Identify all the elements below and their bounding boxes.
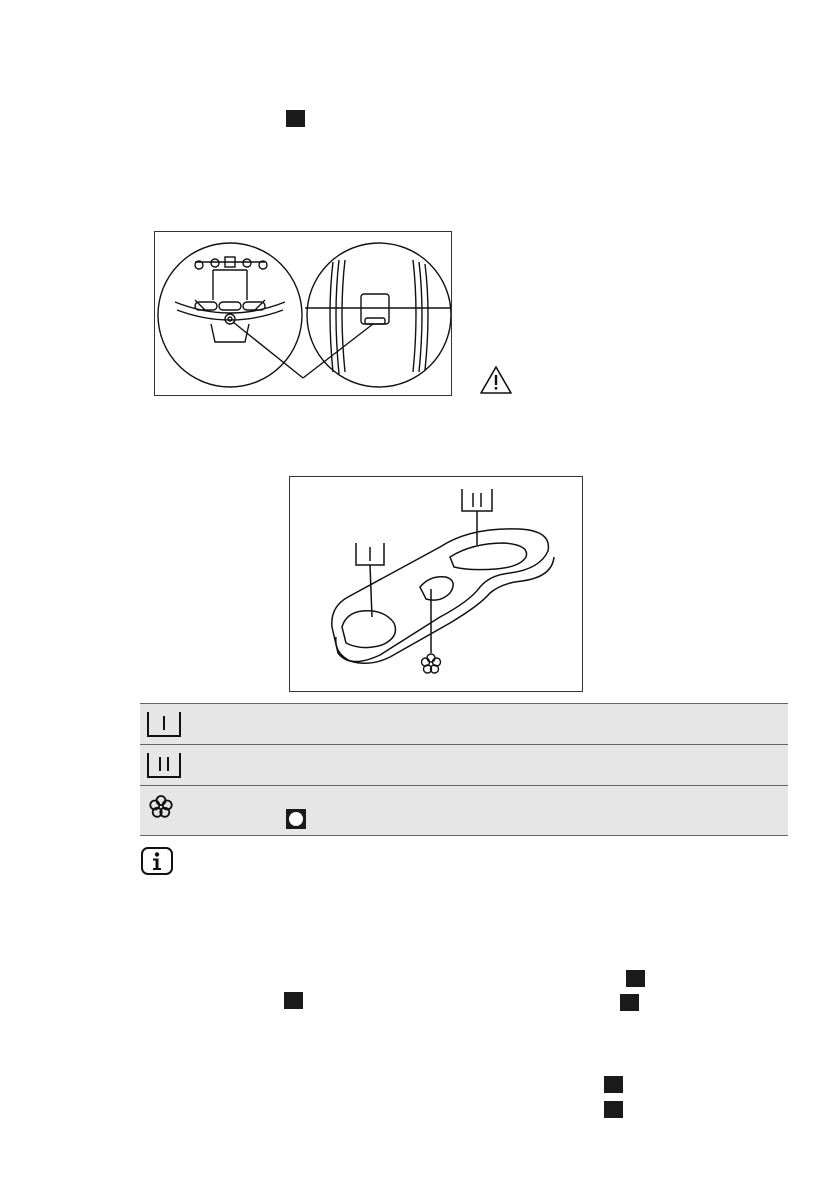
table-row — [140, 703, 788, 744]
marker-3 — [620, 994, 639, 1011]
flower-icon — [148, 794, 174, 820]
info-icon — [140, 846, 174, 876]
drain-detail-illustration — [155, 232, 451, 395]
marker-5 — [604, 1101, 623, 1118]
table-row — [140, 744, 788, 785]
white-circle — [289, 812, 303, 826]
warning-triangle-icon — [478, 364, 514, 396]
table-row — [140, 785, 788, 836]
compartment-table — [140, 703, 788, 836]
top-marker — [286, 110, 305, 127]
marker-2 — [284, 992, 303, 1009]
marker-1 — [626, 970, 645, 987]
compartment-2-icon — [146, 751, 182, 779]
compartment-1-icon — [146, 710, 182, 738]
figure-detergent-dispenser — [289, 476, 583, 692]
figure-drain-detail — [154, 231, 452, 396]
marker-4 — [604, 1076, 623, 1093]
max-level-marker — [286, 809, 306, 829]
detergent-dispenser-illustration — [290, 477, 582, 691]
